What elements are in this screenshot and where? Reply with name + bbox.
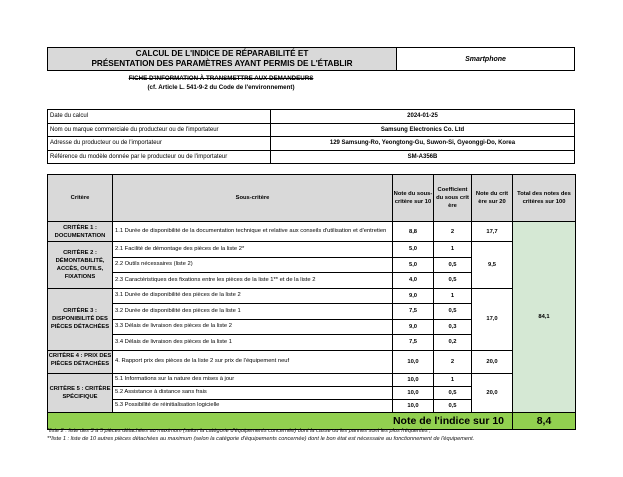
- sub-critere-coef: 0,5: [434, 386, 472, 399]
- sub-critere-coef: 0,2: [434, 335, 472, 351]
- sub-critere-label: 3.3 Délais de livraison des pièces de la liste 2: [113, 319, 393, 335]
- sub-critere-label: 3.1 Durée de disponibilité des pièces de la liste 2: [113, 288, 393, 304]
- sub-header: [47, 74, 395, 92]
- sub-critere-label: 4. Rapport prix des pièces de la liste 2 sur prix de l'équipement neuf: [113, 350, 393, 373]
- report-header: [47, 47, 575, 71]
- info-label: Nom ou marque commerciale du producteur ou de l'importateur: [48, 124, 271, 137]
- sub-critere-label: 5.2 Assistance à distance sans frais: [113, 386, 393, 399]
- table-row: [48, 222, 576, 242]
- info-row: [48, 151, 574, 164]
- info-row: [48, 137, 574, 151]
- footnote-liste-2: *liste 2 : liste des 3 à 5 pièces détachées au maximum (selon la catégorie d'équipements concernée) dont la casse ou les pannes sont les plus fréquentes ;: [47, 428, 431, 434]
- total-notes: 84,1: [513, 222, 576, 413]
- sub-critere-coef: 0,5: [434, 257, 472, 273]
- sub-critere-coef: 0,3: [434, 319, 472, 335]
- sub-critere-note: 9,0: [393, 288, 434, 304]
- sub-critere-coef: 2: [434, 350, 472, 373]
- sub-critere-label: 2.3 Caractéristiques des fixations entre les pièces de la liste 1** et de la liste 2: [113, 273, 393, 289]
- header-total: Total des notes des critères sur 100: [513, 175, 576, 222]
- product-type: Smartphone: [465, 55, 506, 63]
- sub-critere-coef: 1: [434, 242, 472, 258]
- sub-critere-label: 2.1 Facilité de démontage des pièces de la liste 2*: [113, 242, 393, 258]
- header-note-sous-critere: Note du sous-critère sur 10: [393, 175, 434, 222]
- header-critere: Critère: [48, 175, 113, 222]
- critere-3-name: CRITÈRE 3 : DISPONIBILITÉ DES PIÈCES DÉTACHÉES: [48, 288, 113, 350]
- sub-critere-coef: 1: [434, 373, 472, 386]
- sub-critere-note: 5,0: [393, 257, 434, 273]
- table-row: [48, 288, 576, 304]
- sub-critere-note: 10,0: [393, 386, 434, 399]
- critere-3-note: 17,0: [472, 288, 513, 350]
- info-value: 129 Samsung-Ro, Yeongtong-Gu, Suwon-Si, Gyeonggi-Do, Korea: [329, 140, 516, 147]
- critere-5-note: 20,0: [472, 373, 513, 412]
- info-label: Adresse du producteur ou de l'importateur: [48, 137, 271, 150]
- sub-critere-note: 5,0: [393, 242, 434, 258]
- footnote-liste-1: **liste 1 : liste de 10 autres pièces détachées au maximum (selon la catégorie d'équipements concernée) dont le bon état est nécessaire au fonctionnement de l'équipement.: [47, 436, 475, 442]
- header-note-critere: Note du crit ère sur 20: [472, 175, 513, 222]
- info-value: 2024-01-25: [407, 113, 438, 120]
- info-value: Samsung Electronics Co. Ltd: [380, 126, 465, 133]
- sub-critere-coef: 0,5: [434, 304, 472, 320]
- critere-4-note: 20,0: [472, 350, 513, 373]
- scoring-table: [47, 174, 576, 430]
- info-value: SM-A356B: [407, 153, 438, 160]
- info-table: [47, 109, 575, 164]
- sub-critere-label: 3.2 Durée de disponibilité des pièces de la liste 1: [113, 304, 393, 320]
- sub-critere-coef: 0,5: [434, 273, 472, 289]
- footnotes: [47, 427, 607, 443]
- table-row: [48, 350, 576, 373]
- sub-critere-label: 1.1 Durée de disponibilité de la documentation technique et relative aux conseils d'utilisation et d'entretien: [113, 222, 393, 242]
- info-label: Référence du modèle donnée par le producteur ou de l'importateur: [48, 151, 271, 164]
- sub-critere-label: 3.4 Délais de livraison des pièces de la liste 1: [113, 335, 393, 351]
- sub-critere-note: 9,0: [393, 319, 434, 335]
- header-sous-critere: Sous-critère: [113, 175, 393, 222]
- info-row: [48, 110, 574, 124]
- indice-label: Note de l'indice sur 10: [48, 412, 513, 429]
- sub-critere-note: 7,5: [393, 304, 434, 320]
- sub-critere-label: 5.3 Possibilité de réinitialisation logicielle: [113, 399, 393, 412]
- title-line-1: CALCUL DE L'INDICE DE RÉPARABILITÉ ET: [135, 48, 309, 58]
- critere-2-name: CRITÈRE 2 : DÉMONTABILITÉ, ACCÈS, OUTILS, FIXATIONS: [48, 242, 113, 289]
- critere-2-note: 9,5: [472, 242, 513, 289]
- sub-critere-note: 10,0: [393, 399, 434, 412]
- critere-4-name-text: CRITÈRE 4 : PRIX DES PIÈCES DÉTACHÉES: [48, 352, 112, 367]
- sub-critere-coef: 1: [434, 288, 472, 304]
- sub-header-line-1: FICHE D'INFORMATION À TRANSMETTRE AUX DEMANDEURS: [128, 75, 314, 82]
- indice-value: 8,4: [513, 412, 576, 429]
- sub-critere-coef: 2: [434, 222, 472, 242]
- critere-5-name: CRITÈRE 5 : CRITÈRE SPÉCIFIQUE: [48, 373, 113, 412]
- sub-critere-note: 10,0: [393, 373, 434, 386]
- sub-critere-coef: 0,5: [434, 399, 472, 412]
- sub-critere-note: 8,8: [393, 222, 434, 242]
- sub-critere-note: 4,0: [393, 273, 434, 289]
- critere-1-name: CRITÈRE 1 : DOCUMENTATION: [48, 222, 113, 242]
- critere-4-name: [48, 350, 113, 373]
- info-row: [48, 124, 574, 138]
- critere-1-note: 17,7: [472, 222, 513, 242]
- header-coefficient: Coefficient du sous crit ère: [434, 175, 472, 222]
- table-row: [48, 242, 576, 258]
- sub-critere-note: 10,0: [393, 350, 434, 373]
- sub-critere-label: 5.1 Informations sur la nature des mises à jour: [113, 373, 393, 386]
- info-label: Date du calcul: [48, 110, 271, 123]
- title-line-2: PRÉSENTATION DES PARAMÈTRES AYANT PERMIS DE L'ÉTABLIR: [91, 59, 353, 68]
- table-row: [48, 373, 576, 386]
- table-header-row: [48, 175, 576, 222]
- sub-critere-note: 7,5: [393, 335, 434, 351]
- report-title: [48, 48, 397, 70]
- sub-header-line-2: (cf. Article L. 541-9-2 du Code de l'environnement): [147, 84, 295, 91]
- sub-critere-label: 2.2 Outils nécessaires (liste 2): [113, 257, 393, 273]
